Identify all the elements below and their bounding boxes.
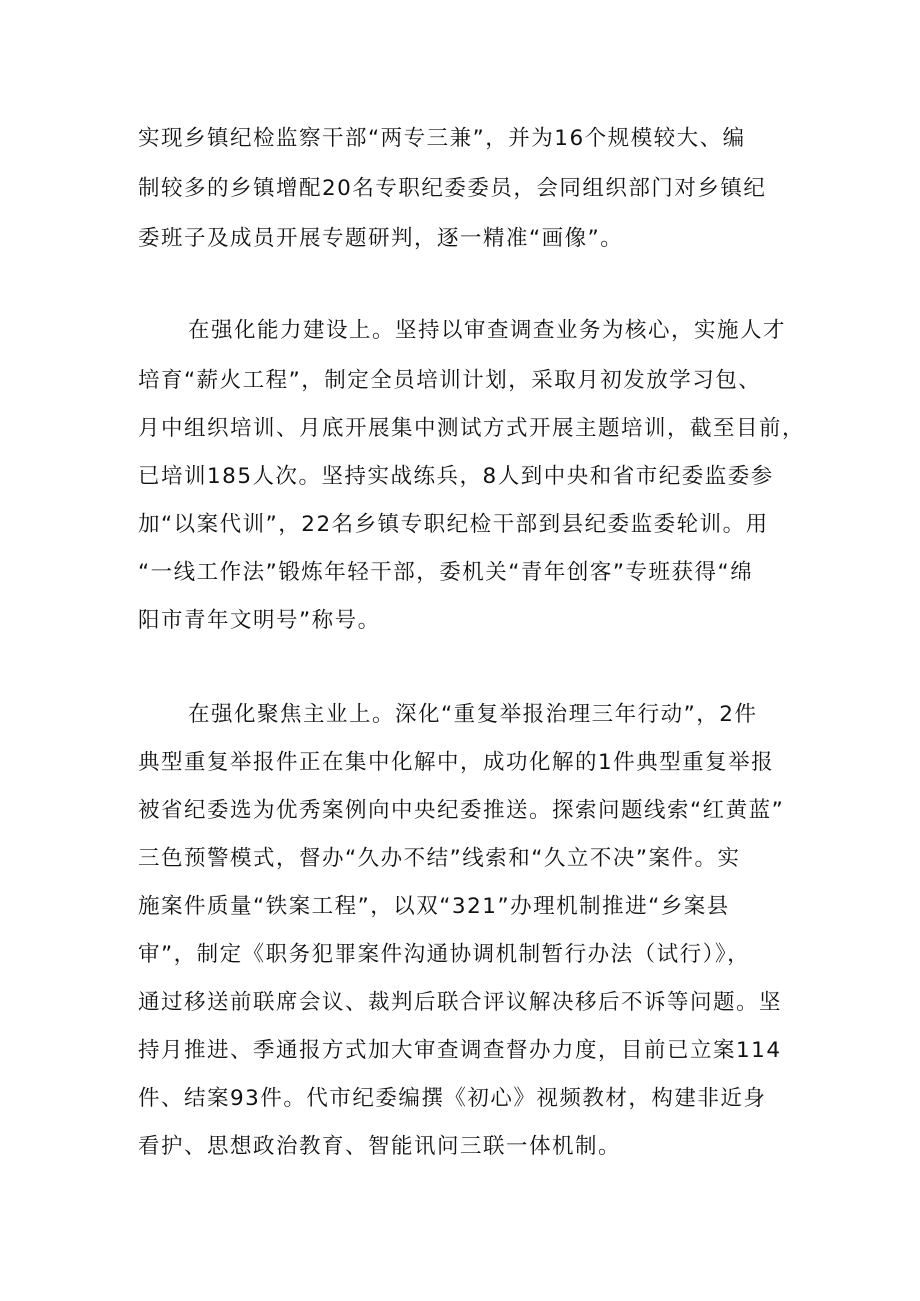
text-line: 看护、思想政治教育、智能讯问三联一体机制。 [138,1134,622,1159]
text-line: 在强化聚焦主业上。深化“重复举报治理三年行动”，2件 [188,702,758,727]
text-line: 已培训185人次。坚持实战练兵，8人到中央和省市纪委监委参 [138,464,774,489]
text-line: 审”，制定《职务犯罪案件沟通协调机制暂行办法（试行）》， [138,942,751,967]
text-line: 持月推进、季通报方式加大审查调查督办力度，目前已立案114 [138,1038,782,1063]
text-line: 月中组织培训、月底开展集中测试方式开展主题培训，截至目前， [138,416,806,441]
text-line: 施案件质量“铁案工程”，以双“321”办理机制推进“乡案县 [138,894,730,919]
text-line: 通过移送前联席会议、裁判后联合评议解决移后不诉等问题。坚 [138,990,783,1015]
text-line: 阳市青年文明号”称号。 [138,608,381,633]
text-line: 典型重复举报件正在集中化解中，成功化解的1件典型重复举报 [138,750,775,775]
text-line: 三色预警模式，督办“久办不结”线索和“久立不决”案件。实 [138,846,741,871]
text-line: 被省纪委选为优秀案例向中央纪委推送。探索问题线索“红黄蓝” [138,798,785,823]
text-line: 件、结案93件。代市纪委编撰《初心》视频教材，构建非近身 [138,1086,767,1111]
text-line: 加“以案代训”，22名乡镇专职纪检干部到县纪委监委轮训。用 [138,512,769,537]
text-line: 制较多的乡镇增配20名专职纪委委员，会同组织部门对乡镇纪 [138,176,767,201]
text-line: 实现乡镇纪检监察干部“两专三兼”，并为16个规模较大、编 [138,126,746,151]
text-line: “一线工作法”锻炼年轻干部，委机关“青年创客”专班获得“绵 [138,560,754,585]
text-line: 委班子及成员开展专题研判，逐一精准“画像”。 [138,226,624,251]
text-line: 在强化能力建设上。坚持以审查调查业务为核心，实施人才 [188,318,787,343]
text-line: 培育“薪火工程”，制定全员培训计划，采取月初发放学习包、 [138,368,762,393]
